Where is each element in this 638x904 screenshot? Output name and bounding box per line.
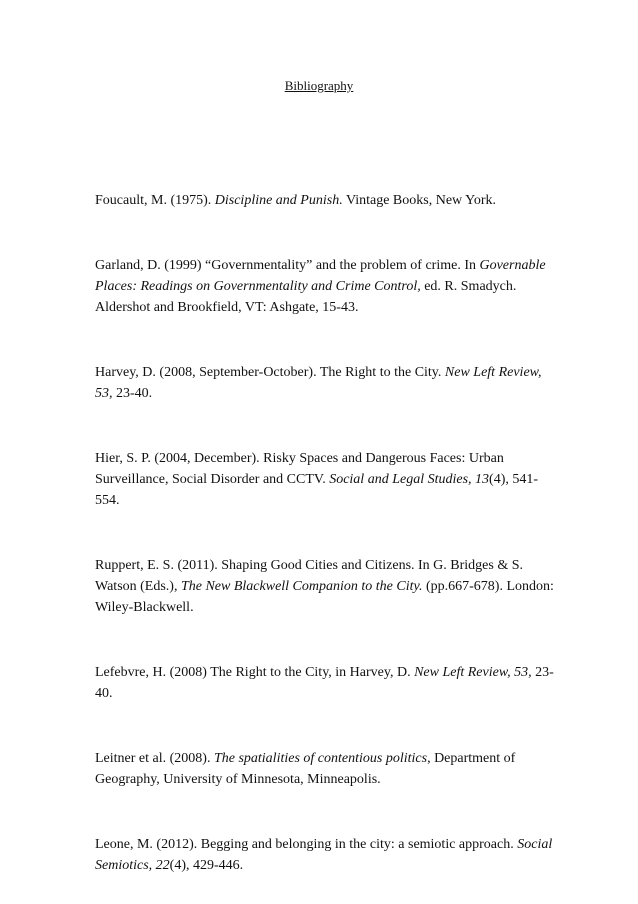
bibliography-entry-lefebvre	[95, 662, 555, 704]
entry-text: ed. R. Smadych. Aldershot and Brookfield, VT: Ashgate, 15-43.	[95, 279, 517, 315]
bibliography-entry-leone	[95, 834, 555, 876]
entry-text: Ruppert, E. S. (2011). Shaping Good Cities and Citizens. In G. Bridges & S. Watson (Eds.),	[95, 558, 524, 594]
entry-title-italic: New Left Review, 53,	[95, 365, 542, 401]
entry-title-italic: Social Semiotics, 22	[95, 837, 553, 873]
entry-text: , Department of Geography, University of Minnesota, Minneapolis.	[95, 751, 516, 787]
bibliography-entry-ruppert	[95, 555, 555, 618]
page-title: Bibliography	[284, 78, 354, 93]
bibliography-list	[95, 190, 555, 876]
entry-title-italic: Governable Places: Readings on Governmentality and Crime Control,	[95, 258, 546, 294]
entry-text: (pp.667-678). London: Wiley-Blackwell.	[95, 579, 554, 615]
bibliography-entry-garland	[95, 255, 555, 318]
entry-title-italic: The New Blackwell Companion to the City.	[180, 579, 423, 594]
entry-title-italic: Social and Legal Studies, 13	[329, 472, 490, 487]
bibliography-entry-hier	[95, 448, 555, 511]
entry-title-italic: Discipline and Punish.	[214, 193, 343, 208]
entry-title-italic: New Left Review, 53,	[414, 665, 532, 680]
entry-text: Garland, D. (1999) “Governmentality” and the problem of crime. In	[95, 258, 480, 273]
entry-text: Lefebvre, H. (2008) The Right to the City, in Harvey, D.	[95, 665, 415, 680]
entry-text: Leitner et al. (2008).	[95, 751, 214, 766]
entry-text: Harvey, D. (2008, September-October). The Right to the City.	[95, 365, 445, 380]
bibliography-entry-harvey	[95, 362, 555, 404]
bibliography-entry-foucault	[95, 190, 555, 211]
bibliography-entry-leitner	[95, 748, 555, 790]
entry-text: (4), 541-554.	[95, 472, 539, 508]
entry-text: 23-40.	[95, 665, 554, 701]
entry-text: Hier, S. P. (2004, December). Risky Spaces and Dangerous Faces: Urban Surveillance, Social Disorder and CCTV.	[95, 451, 504, 487]
entry-text: (4), 429-446.	[169, 858, 244, 873]
entry-text: Foucault, M. (1975).	[95, 193, 215, 208]
entry-text: Vintage Books, New York.	[342, 193, 496, 208]
entry-text: Leone, M. (2012). Begging and belonging in the city: a semiotic approach.	[95, 837, 518, 852]
entry-title-italic: The spatialities of contentious politics	[213, 751, 428, 766]
entry-text: 23-40.	[112, 386, 153, 401]
